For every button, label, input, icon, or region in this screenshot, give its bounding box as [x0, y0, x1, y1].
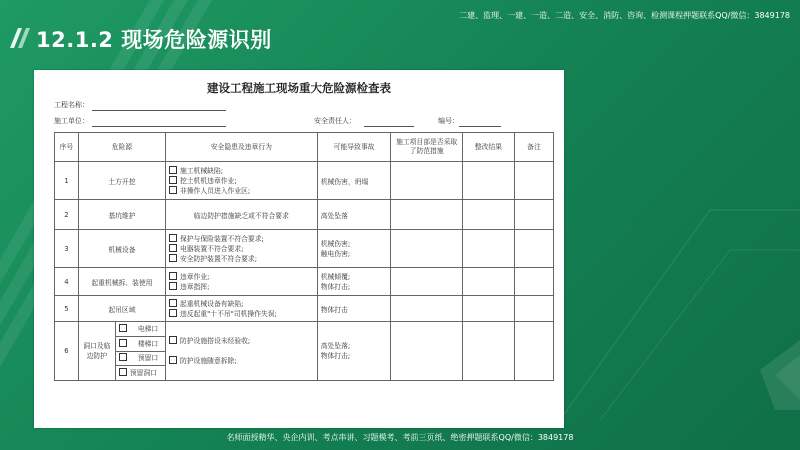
issue-text: 起重机械设备有缺陷;: [179, 299, 244, 308]
checkbox[interactable]: [169, 336, 177, 344]
checklist-document: [34, 70, 564, 428]
hazard-cell: 机械设备: [78, 230, 165, 268]
accident-cell: 机械倾覆; 物体打击;: [317, 268, 391, 296]
row-number: 6: [55, 322, 79, 381]
decorative-lines: [560, 170, 800, 420]
accident-cell: 机械伤害，坍塌: [317, 162, 391, 200]
issue-text: 违章指挥;: [179, 282, 210, 291]
checkbox[interactable]: [119, 353, 127, 361]
row-number: 5: [55, 296, 79, 322]
checkbox[interactable]: [119, 324, 127, 332]
checkbox[interactable]: [169, 309, 177, 317]
result-cell: [462, 200, 514, 230]
sub-item-label: 楼梯口: [137, 339, 159, 348]
number-line: [459, 126, 501, 127]
header-cell: 整改结果: [462, 133, 514, 162]
measures-cell: [391, 322, 463, 381]
checkbox[interactable]: [169, 166, 177, 174]
top-banner: 二建、监理、一建、一造、二造、安全、消防、咨询、检测课程押题联系QQ/微信：3849178: [459, 11, 790, 20]
number-label: 编号：: [438, 117, 459, 125]
sub-item-label: 电梯口: [137, 324, 159, 333]
issue-text: 保护与保险装置不符合要求;: [179, 234, 264, 243]
row-number: 4: [55, 268, 79, 296]
checkbox[interactable]: [169, 299, 177, 307]
table-row: [55, 322, 554, 381]
measures-cell: [391, 296, 463, 322]
issue-text: 施工机械缺陷;: [179, 166, 224, 175]
accident-cell: 机械伤害; 触电伤害;: [317, 230, 391, 268]
accident-cell: 高处坠落; 物体打击;: [317, 322, 391, 381]
measures-cell: [391, 162, 463, 200]
issue-text: 违章作业;: [179, 272, 210, 281]
header-cell: 施工项目部是否采取了防范措施: [391, 133, 463, 162]
issue-text: 防护设施随意拆除;: [179, 357, 237, 365]
checkbox[interactable]: [169, 234, 177, 242]
hazard-cell: [78, 322, 165, 381]
unit-line: [92, 126, 226, 127]
checkbox[interactable]: [169, 356, 177, 364]
table-header-row: [55, 133, 554, 162]
sub-item-label: 预留洞口: [129, 369, 158, 378]
safety-officer-label: 安全责任人：: [314, 117, 356, 125]
issue-text: 电器装置不符合要求;: [179, 244, 244, 253]
checkbox[interactable]: [169, 254, 177, 262]
sub-item-label: 预留口: [137, 354, 159, 363]
checkbox[interactable]: [169, 176, 177, 184]
remark-cell: [514, 230, 553, 268]
accident-cell: 高处坠落: [317, 200, 391, 230]
issues-cell: [165, 322, 317, 381]
safety-officer-line: [364, 126, 414, 127]
remark-cell: [514, 296, 553, 322]
issue-text: 违反起重"十不吊"司机操作失误;: [179, 309, 277, 318]
row-number: 2: [55, 200, 79, 230]
issues-cell: 临边防护措施缺乏或不符合要求: [165, 200, 317, 230]
issues-cell: [165, 230, 317, 268]
document-title: 建设工程施工现场重大危险源检查表: [207, 81, 391, 95]
table-row: [55, 268, 554, 296]
remark-cell: [514, 268, 553, 296]
unit-label: 施工单位：: [54, 117, 89, 125]
header-cell: 安全隐患及违章行为: [165, 133, 317, 162]
table-row: [55, 230, 554, 268]
hazard-cell: 起吊区域: [78, 296, 165, 322]
table-row: [55, 296, 554, 322]
checkbox[interactable]: [119, 339, 127, 347]
checkbox[interactable]: [169, 282, 177, 290]
hazard-cell: 基坑维护: [78, 200, 165, 230]
measures-cell: [391, 268, 463, 296]
row-number: 3: [55, 230, 79, 268]
issue-text: 非操作人员进入作业区;: [179, 186, 251, 195]
result-cell: [462, 268, 514, 296]
title-chevron-icon: [8, 26, 32, 50]
issue-text: 挖土机机违章作业;: [179, 176, 237, 185]
remark-cell: [514, 162, 553, 200]
issues-cell: [165, 162, 317, 200]
header-cell: 危险源: [78, 133, 165, 162]
remark-cell: [514, 200, 553, 230]
issues-cell: [165, 268, 317, 296]
issues-cell: [165, 296, 317, 322]
header-cell: 可能导致事故: [317, 133, 391, 162]
result-cell: [462, 296, 514, 322]
project-name-line: [92, 110, 226, 111]
checkbox[interactable]: [169, 272, 177, 280]
measures-cell: [391, 200, 463, 230]
measures-cell: [391, 230, 463, 268]
issue-text: 安全防护装置不符合要求;: [179, 254, 258, 263]
header-cell: 序号: [55, 133, 79, 162]
table-row: [55, 162, 554, 200]
hazard-cell: 土方开挖: [78, 162, 165, 200]
issue-text: 防护设施搭设未经验收;: [179, 337, 251, 345]
slide-title: 12.1.2 现场危险源识别: [36, 28, 272, 52]
hazard-text: 洞口及临边防护: [83, 342, 111, 360]
result-cell: [462, 230, 514, 268]
checkbox[interactable]: [119, 368, 127, 376]
accident-cell: 物体打击: [317, 296, 391, 322]
project-name-label: 工程名称：: [54, 101, 89, 109]
row-number: 1: [55, 162, 79, 200]
hazard-table: [54, 132, 554, 381]
checkbox[interactable]: [169, 244, 177, 252]
result-cell: [462, 322, 514, 381]
table-row: [55, 200, 554, 230]
header-cell: 备注: [514, 133, 553, 162]
bottom-banner: 名师面授精华、央企内训、考点串讲、习题模考、考前三页纸、绝密押题联系QQ/微信：3849178: [226, 433, 574, 442]
result-cell: [462, 162, 514, 200]
hazard-cell: 起重机械拆、装使用: [78, 268, 165, 296]
remark-cell: [514, 322, 553, 381]
checkbox[interactable]: [169, 186, 177, 194]
